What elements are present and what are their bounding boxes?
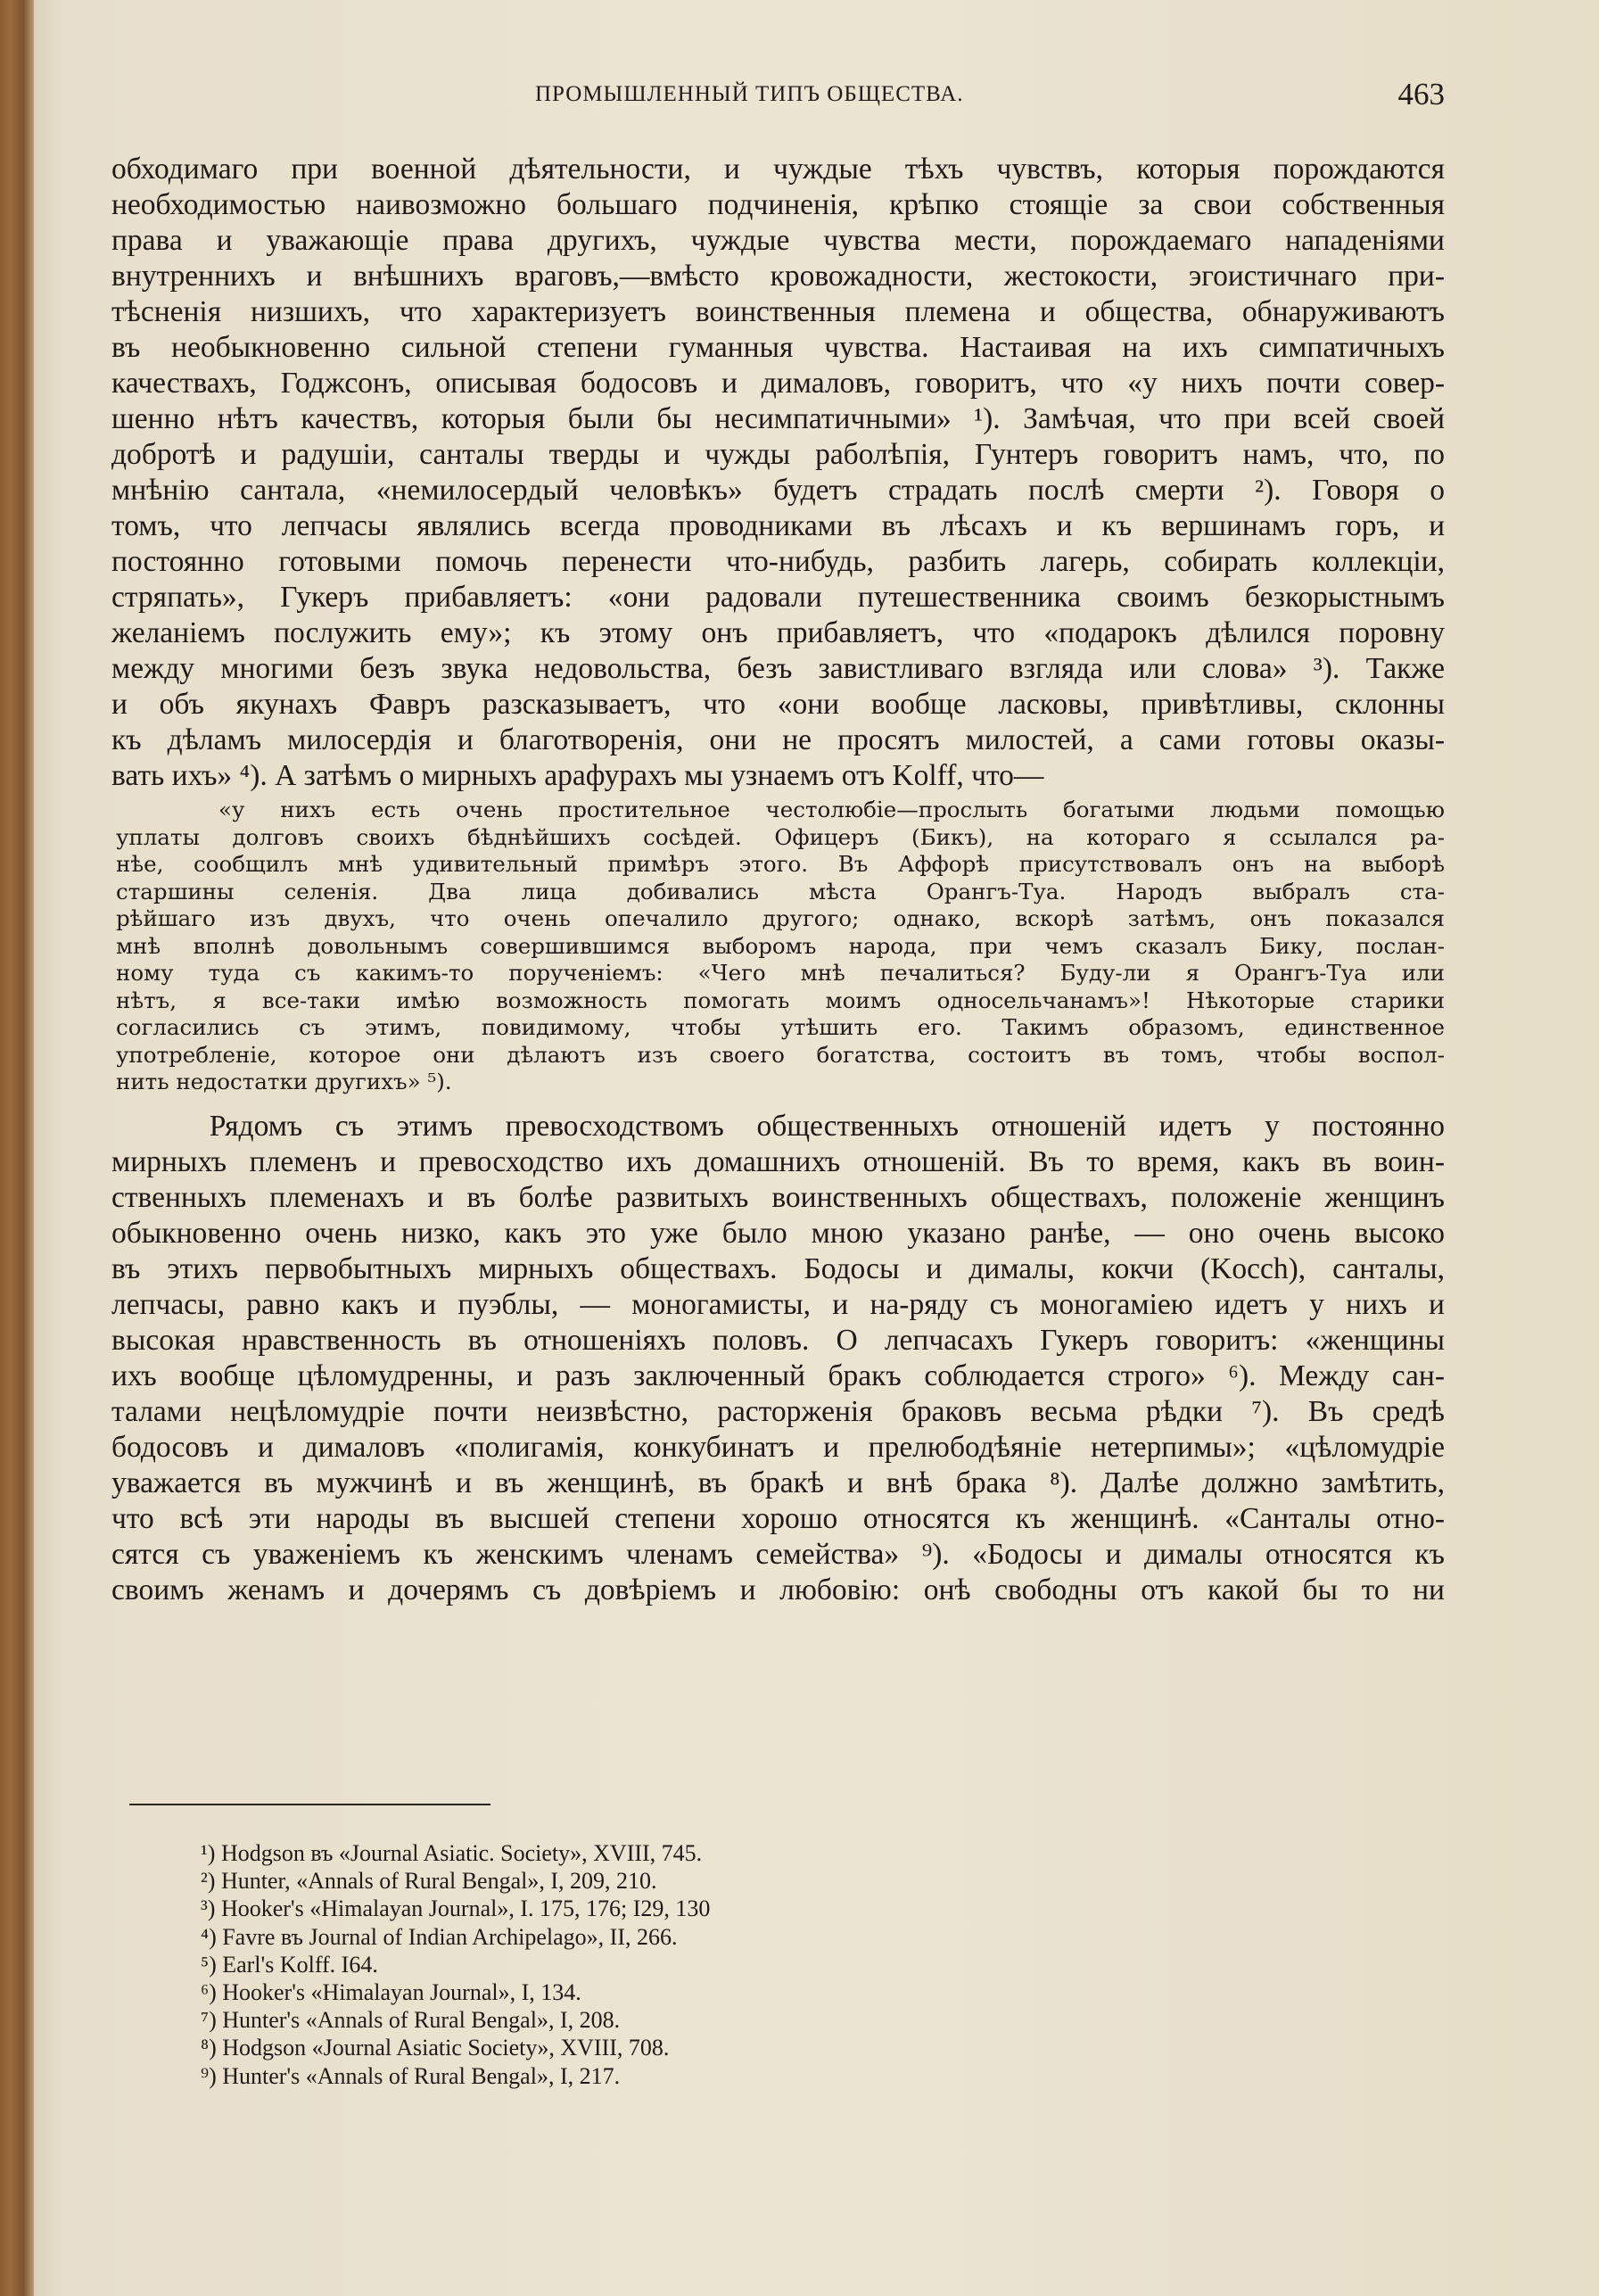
text-line: лепчасы, равно какъ и пуэблы, — моногамисты, и на-ряду съ моногаміею идетъ у нихъ и (111, 1287, 1445, 1321)
text-line: что всѣ эти народы въ высшей степени хорошо относятся къ женщинѣ. «Санталы отно- (111, 1501, 1445, 1535)
text-line: добротѣ и радушіи, санталы тверды и чужды раболѣпія, Гунтеръ говоритъ намъ, что, по (111, 438, 1445, 471)
quote-line: нѣтъ, я все-таки имѣю возможность помогать моимъ односельчанамъ»! Нѣкоторые старики (116, 987, 1445, 1013)
main-text (111, 152, 1445, 1608)
footnote: ⁷) Hunter's «Annals of Rural Bengal», I, 208. (201, 2007, 621, 2034)
text-line: въ этихъ первобытныхъ мирныхъ обществахъ. Бодосы и дималы, кокчи (Kocch), санталы, (111, 1251, 1445, 1285)
text-line: уважается въ мужчинѣ и въ женщинѣ, въ бракѣ и внѣ брака ⁸). Далѣе должно замѣтить, (111, 1466, 1445, 1499)
page-number: 463 (1397, 77, 1445, 111)
text-line: томъ, что лепчасы являлись всегда проводниками въ лѣсахъ и къ вершинамъ горъ, и (111, 509, 1445, 542)
quote-line: мнѣ вполнѣ довольнымъ совершившимся выборомъ народа, при чемъ сказалъ Бику, послан- (116, 932, 1445, 959)
text-line: права и уважающіе права другихъ, чуждые чувства мести, порождаемаго нападеніями (111, 224, 1445, 257)
quote-line: старшины селенія. Два лица добивались мѣста Орангъ-Туа. Народъ выбралъ ста- (116, 878, 1445, 904)
text-line: постоянно готовыми помочь перенести что-нибудь, разбить лагерь, собирать коллекціи, (111, 545, 1445, 578)
footnote: ⁸) Hodgson «Journal Asiatic Society», XVIII, 708. (201, 2035, 670, 2061)
text-line: качествахъ, Годжсонъ, описывая бодосовъ и дималовъ, говоритъ, что «у нихъ почти совер- (111, 367, 1445, 400)
text-line: ственныхъ племенахъ и въ болѣе развитыхъ воинственныхъ обществахъ, положеніе женщинъ (111, 1180, 1445, 1214)
text-line: Рядомъ съ этимъ превосходствомъ общественныхъ отношеній идетъ у постоянно (111, 1109, 1445, 1143)
text-line: шенно нѣтъ качествъ, которыя были бы несимпатичными» ¹). Замѣчая, что при всей своей (111, 402, 1445, 435)
text-line: необходимостью наивозможно большаго подчиненія, крѣпко стоящіе за свои собственныя (111, 188, 1445, 221)
footnote: ⁵) Earl's Kolff. I64. (201, 1951, 378, 1978)
text-line: и объ якунахъ Фавръ разсказываетъ, что «они вообще ласковы, привѣтливы, склонны (111, 688, 1445, 721)
text-line: обыкновенно очень низко, какъ это уже было мною указано ранѣе, — оно очень высоко (111, 1216, 1445, 1250)
quote-line: уплаты долговъ своихъ бѣднѣйшихъ сосѣдей. Офицеръ (Бикъ), на котораго я ссылался ра- (116, 823, 1445, 850)
text-line: бодосовъ и дималовъ «полигамія, конкубинатъ и прелюбодѣяніе нетерпимы»; «цѣломудріе (111, 1430, 1445, 1464)
text-line: талами нецѣломудріе почти неизвѣстно, расторженія браковъ весьма рѣдки ⁷). Въ средѣ (111, 1394, 1445, 1428)
quote-line: употребленіе, которое они дѣлаютъ изъ своего богатства, состоитъ въ томъ, чтобы воспол- (116, 1041, 1445, 1068)
text-line: своимъ женамъ и дочерямъ съ довѣріемъ и любовію: онѣ свободны отъ какой бы то ни (111, 1573, 1445, 1606)
text-line: желаніемъ послужить ему»; къ этому онъ прибавляетъ, что «подарокъ дѣлился поровну (111, 616, 1445, 649)
text-line: сятся съ уваженіемъ къ женскимъ членамъ семейства» ⁹). «Бодосы и дималы относятся къ (111, 1537, 1445, 1571)
text-line: въ необыкновенно сильной степени гуманныя чувства. Настаивая на ихъ симпатичныхъ (111, 331, 1445, 364)
quote-line: «у нихъ есть очень простительное честолюбіе—прослыть богатыми людьми помощью (218, 797, 1445, 822)
footnote: ²) Hunter, «Annals of Rural Bengal», I, 209, 210. (201, 1868, 657, 1895)
paragraph-1 (111, 152, 1445, 794)
footnote: ⁴) Favre въ Journal of Indian Archipelago», II, 266. (201, 1923, 678, 1950)
text-line: мирныхъ племенъ и превосходство ихъ домашнихъ отношеній. Въ то время, какъ въ воин- (111, 1144, 1445, 1178)
text-line: мнѣнію сантала, «немилосердый человѣкъ» будетъ страдать послѣ смерти ²). Говоря о (111, 474, 1445, 507)
text-line: между многими безъ звука недовольства, безъ завистливаго взгляда или слова» ³). Также (111, 652, 1445, 685)
block-quote (116, 797, 1445, 1096)
footnote: ⁶) Hooker's «Himalayan Journal», I, 134. (201, 1978, 581, 2005)
quote-line: ному туда съ какимъ-то порученіемъ: «Чего мнѣ печалиться? Буду-ли я Орангъ-Туа или (116, 960, 1445, 986)
text-line: внутреннихъ и внѣшнихъ враговъ,—вмѣсто кровожадности, жестокости, эгоистичнаго при- (111, 260, 1445, 293)
text-line: къ дѣламъ милосердія и благотворенія, они не просятъ милостей, а сами готовы оказы- (111, 723, 1445, 756)
running-head: ПРОМЫШЛЕННЫЙ ТИПЪ ОБЩЕСТВА. (535, 82, 964, 106)
text-line: обходимаго при военной дѣятельности, и чуждые тѣхъ чувствъ, которыя порождаются (111, 153, 1445, 186)
page-header (535, 77, 1445, 121)
text-line: ихъ вообще цѣломудренны, и разъ заключенный бракъ соблюдается строго» ⁶). Между сан- (111, 1359, 1445, 1392)
quote-line: рѣйшаго изъ двухъ, что очень опечалило другого; однако, вскорѣ затѣмъ, онъ показался (116, 905, 1445, 931)
paragraph-2 (111, 1109, 1445, 1608)
text-line: стряпать», Гукеръ прибавляетъ: «они радовали путешественника своимъ безкорыстнымъ (111, 581, 1445, 614)
text-line: вать ихъ» ⁴). А затѣмъ о мирныхъ арафурахъ мы узнаемъ отъ Kolff, что— (111, 759, 1044, 792)
text-line: тѣсненія низшихъ, что характеризуетъ воинственныя племена и общества, обнаруживаютъ (111, 295, 1445, 328)
footnote: ¹) Hodgson въ «Journal Asiatic. Society», XVIII, 745. (201, 1840, 703, 1866)
book-binding-edge (0, 0, 34, 2296)
quote-line: нить недостатки другихъ» ⁵). (116, 1069, 452, 1094)
footnote: ³) Hooker's «Himalayan Journal», I. 175, 176; I29, 130 (201, 1895, 711, 1922)
footnote-divider (129, 1804, 490, 1805)
footnotes (201, 1839, 1271, 2090)
text-line: высокая нравственность въ отношеніяхъ половъ. О лепчасахъ Гукеръ говоритъ: «женщины (111, 1323, 1445, 1357)
footnote: ⁹) Hunter's «Annals of Rural Bengal», I, 217. (201, 2062, 621, 2089)
quote-line: согласились съ этимъ, повидимому, чтобы утѣшить его. Такимъ образомъ, единственное (116, 1014, 1445, 1040)
quote-line: нѣе, сообщилъ мнѣ удивительный примѣръ этого. Въ Аффорѣ присутствовалъ онъ на выборѣ (116, 851, 1445, 877)
